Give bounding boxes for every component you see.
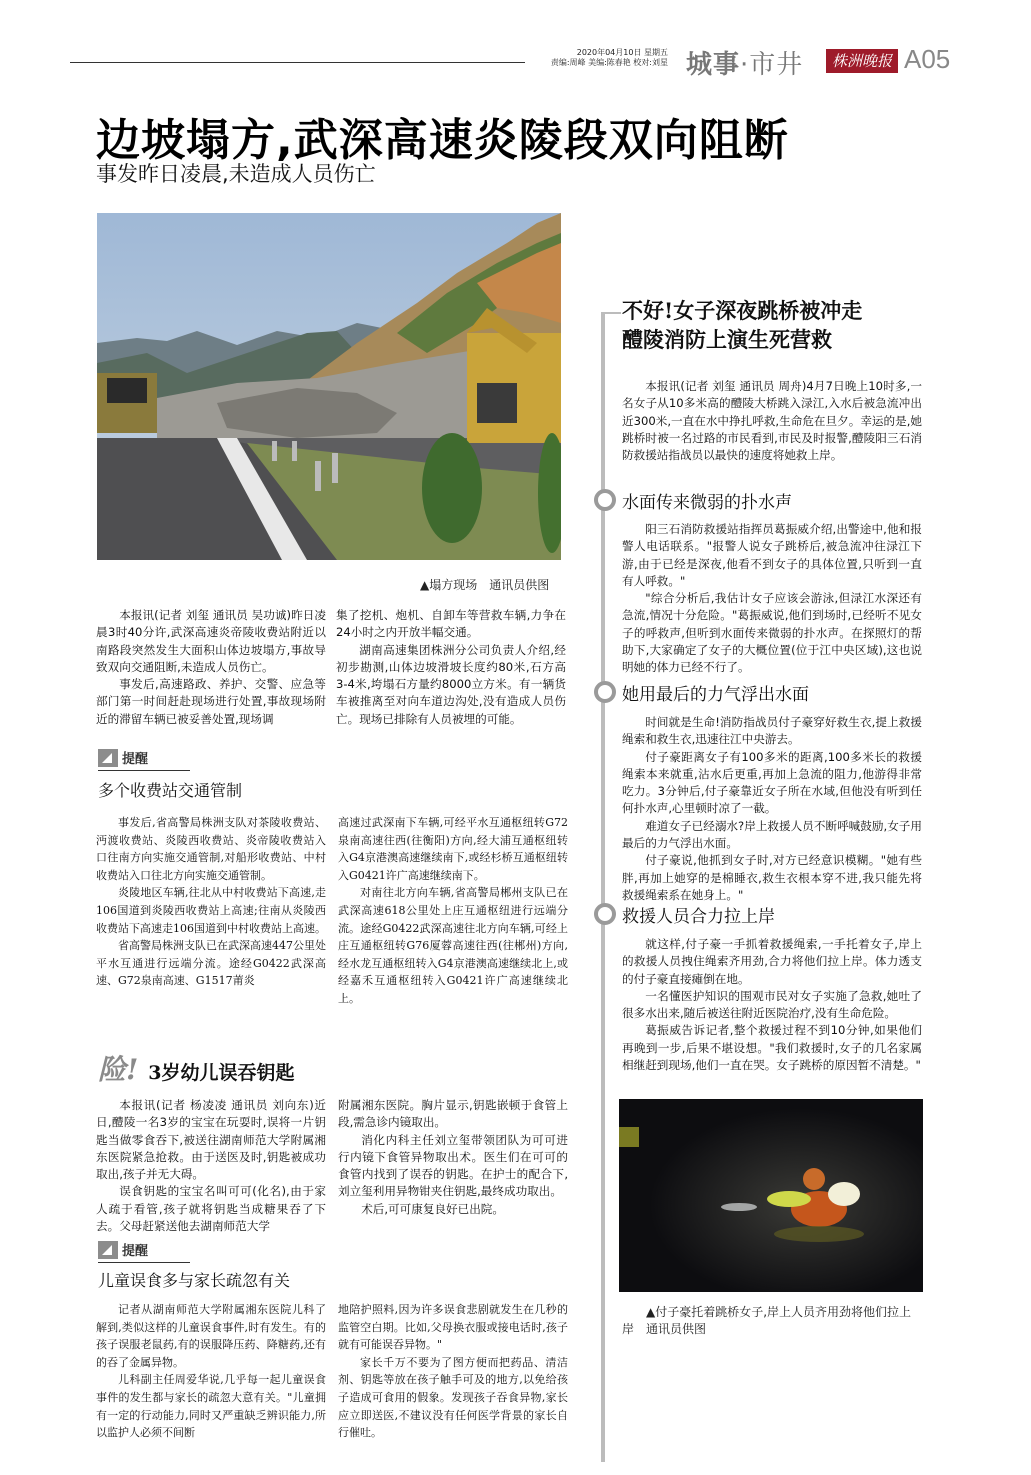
tip-block-2 [98, 1240, 190, 1263]
side-section-2 [622, 714, 922, 904]
paragraph: 儿科副主任周爱华说,几乎每一起儿童误食事件的发生都与家长的疏忽大意有关。"儿童拥有一定的行动能力,同时又严重缺乏辨识能力,所以监护人必须不间断 [96, 1373, 326, 1440]
paragraph: 家长千万不要为了图方便而把药品、清洁剂、钥匙等放在孩子触手可及的地方,以免给孩子造成可食用的假象。发现孩子吞食异物,家长应立即送医,不建议没有任何医学背景的家长自行催吐。 [338, 1355, 568, 1440]
side-title-line1: 不好!女子深夜跳桥被冲走 [622, 298, 863, 323]
tip-rule [98, 770, 190, 771]
tip-label-text: 提醒 [122, 1244, 149, 1259]
main-story-col1 [96, 607, 326, 728]
paragraph: 一名懂医护知识的围观市民对女子实施了急救,她吐了很多水出来,随后被送往附近医院治疗,没有生命危险。 [622, 988, 922, 1021]
story2-col2 [338, 1097, 568, 1218]
paragraph: 就这样,付子豪一手抓着救援绳索,一手托着女子,岸上的救援人员拽住绳索齐用劲,合力将他们拉上岸。体力透支的付子豪直接瘫倒在地。 [622, 937, 922, 986]
side-section-heading: 水面传来微弱的扑水声 [622, 493, 792, 513]
arrow-icon [98, 1241, 118, 1259]
side-story-title [622, 296, 862, 354]
newspaper-logo: 株洲晚报 [826, 49, 898, 73]
tip2-col1 [96, 1301, 326, 1442]
paragraph: 付子豪距离女子有100多米的距离,100多米长的救援绳索本来就重,沾水后更重,再加上急流的阻力,他游得非常吃力。3分钟后,付子豪靠近女子所在水域,但他没有听到任何扑水声,心里顿时凉了一截。 [622, 749, 922, 816]
paragraph: 误食钥匙的宝宝名叫可可(化名),由于家人疏于看管,孩子就将钥匙当成糖果吞了下去。父母赶紧送他去湖南师范大学 [96, 1184, 326, 1234]
paragraph-continued: 地陪护照料,因为许多误食悲剧就发生在几秒的监管空白期。比如,父母换衣服或接电话时,孩子就有可能误吞异物。" [338, 1303, 568, 1352]
paragraph: 本报讯(记者 杨凌凌 通讯员 刘向东)近日,醴陵一名3岁的宝宝在玩耍时,误将一片钥匙当做零食吞下,被送往湖南师范大学附属湘东医院紧急抢救。由于送医及时,钥匙被成功取出,孩子并无大碍。 [96, 1098, 326, 1182]
paragraph: 本报讯(记者 刘玺 通讯员 吴功诚)昨日凌晨3时40分许,武深高速炎帝陵收费站附近以南路段突然发生大面积山体边坡塌方,事故导致双向交通阻断,未造成人员伤亡。 [96, 608, 326, 674]
tip-label-text: 提醒 [122, 752, 149, 767]
paragraph: 难道女子已经溺水?岸上救援人员不断呼喊鼓励,女子用最后的力气浮出水面。 [622, 818, 922, 851]
paragraph: 省高警局株洲支队已在武深高速447公里处平水互通进行远端分流。途经G0422武深高速、G72泉南高速、G1517莆炎 [96, 939, 326, 988]
page-number: A05 [904, 44, 951, 74]
landslide-photo [97, 213, 561, 560]
section-name [686, 44, 803, 81]
paragraph: 阳三石消防救援站指挥员葛振威介绍,出警途中,他和报警人电话联系。"报警人说女子跳桥后,被急流冲往渌江下游,由于已经是深夜,他看不到女子的具体位置,只听到一直有人呼救。" [622, 522, 922, 588]
side-title-line2: 醴陵消防上演生死营救 [622, 327, 832, 352]
side-section-3 [622, 936, 922, 1074]
side-section-heading: 救援人员合力拉上岸 [622, 907, 775, 927]
timeline-connector [601, 312, 621, 314]
paragraph: 术后,可可康复良好已出院。 [361, 1201, 504, 1216]
main-story-col2 [336, 607, 566, 728]
side-intro [622, 378, 922, 464]
timeline-ring-icon [594, 681, 616, 703]
side-section-heading: 她用最后的力气浮出水面 [622, 685, 809, 705]
section-sub: 市井 [749, 50, 804, 80]
arrow-icon [98, 749, 118, 767]
header-meta [528, 48, 668, 68]
tip-label [98, 748, 190, 767]
story2-title: 3岁幼儿误吞钥匙 [148, 1062, 295, 1084]
paragraph: 付子豪说,他抓到女子时,对方已经意识模糊。"她有些胖,再加上她穿的是棉睡衣,救生衣根本穿不进,我只能先将救援绳索系在她身上。" [622, 853, 922, 902]
paragraph: 葛振威告诉记者,整个救援过程不到10分钟,如果他们再晚到一步,后果不堪设想。"我们救援时,女子的几名家属相继赶到现场,他们一直在哭。女子跳桥的原因暂不清楚。" [622, 1023, 922, 1073]
header-rule [70, 62, 525, 63]
paragraph: 本报讯(记者 刘玺 通讯员 周舟)4月7日晚上10时多,一名女子从10多米高的醴陵大桥跳入渌江,入水后被急流冲出近300米,一直在水中挣扎呼救,生命危在旦夕。幸运的是,她跳桥时被一名过路的市民看到,市民及时报警,醴陵阳三石消防救援站指战员以最快的速度将她救上岸。 [622, 379, 922, 463]
tip1-title: 多个收费站交通管制 [98, 781, 243, 800]
rescue-photo-caption: ▲付子豪托着跳桥女子,岸上人员齐用劲将他们拉上岸 通讯员供图 [622, 1305, 912, 1336]
paragraph: 湖南高速集团株洲分公司负责人介绍,经初步勘测,山体边坡滑坡长度约80米,石方高3-4米,垮塌石方量约8000立方米。有一辆货车被推离至对向车道边沟处,没有造成人员伤亡。现场已排除有人员被埋的可能。 [336, 642, 566, 726]
paragraph-continued: 附属湘东医院。胸片显示,钥匙嵌顿于食管上段,需急诊内镜取出。 [338, 1098, 568, 1130]
tip-block-1 [98, 748, 190, 771]
paragraph: 对南往北方向车辆,省高警局郴州支队已在武深高速618公里处上庄互通枢纽进行远端分流。途经G0422武深高速往北方向车辆,可经上庄互通枢纽转G76厦蓉高速往西(往郴州)方向,经水龙互通枢纽转入G4京港澳高速继续北上,或经嘉禾互通枢纽转入G0421许广高速继续北上。 [338, 886, 568, 1005]
paragraph: 消化内科主任刘立玺带领团队为可可进行内镜下食管异物取出术。医生们在可可的食管内找到了误吞的钥匙。在护士的配合下,刘立玺利用异物钳夹住钥匙,最终成功取出。 [338, 1132, 568, 1199]
tip2-title: 儿童误食多与家长疏忽有关 [98, 1271, 291, 1290]
tip-rule [98, 1262, 190, 1263]
section-dot: · [740, 50, 750, 80]
tip-label [98, 1240, 190, 1259]
timeline-ring-icon [594, 489, 616, 511]
landslide-photo-caption: ▲塌方现场 通讯员供图 [420, 578, 550, 592]
side-section-1 [622, 521, 922, 677]
staff-credits: 责编:周峰 美编:陈春艳 校对:刘星 [550, 58, 668, 67]
section-main: 城事 [686, 50, 741, 80]
story2-col1 [96, 1097, 326, 1235]
paragraph-continued: 集了挖机、炮机、自卸车等营救车辆,力争在24小时之内开放半幅交通。 [336, 608, 566, 640]
story2-heading [98, 1048, 295, 1088]
tip1-col2 [338, 814, 568, 1008]
main-subheadline: 事发昨日凌晨,未造成人员伤亡 [96, 162, 376, 186]
main-headline: 边坡塌方,武深高速炎陵段双向阻断 [96, 115, 789, 166]
paragraph: 事发后,高速路政、养护、交警、应急等部门第一时间赶赴现场进行处置,事故现场附近的滞留车辆已被妥善处置,现场调 [96, 677, 326, 726]
tip1-col1 [96, 814, 326, 990]
paragraph: 炎陵地区车辆,往北从中村收费站下高速,走106国道到炎陵西收费站上高速;往南从炎陵西收费站下高速走106国道到中村收费站上高速。 [96, 886, 326, 935]
tip2-col2 [338, 1301, 568, 1442]
issue-date: 2020年04月10日 星期五 [576, 48, 668, 57]
timeline-line [601, 312, 605, 1462]
paragraph-continued: 高速过武深南下车辆,可经平水互通枢纽转G72泉南高速往西(往衡阳)方向,经大浦互通枢纽转入G4京港澳高速继续南下,或经杉桥互通枢纽转入G0421许广高速继续南下。 [338, 816, 568, 882]
paragraph: "综合分析后,我估计女子应该会游泳,但渌江水深还有急流,情况十分危险。"葛振威说,他们到场时,已经听不见女子的呼救声,但听到水面传来微弱的扑水声。在探照灯的帮助下,大家确定了女子的大概位置(位于江中央区域),这也说明她的体力已经不行了。 [622, 591, 922, 675]
rescue-photo [619, 1099, 923, 1292]
danger-mark: 险! [98, 1053, 139, 1086]
paragraph: 事发后,省高警局株洲支队对茶陵收费站、沔渡收费站、炎陵西收费站、炎帝陵收费站入口往南方向实施交通管制,对船形收费站、中村收费站入口往北方向实施交通管制。 [96, 816, 326, 882]
paragraph: 记者从湖南师范大学附属湘东医院儿科了解到,类似这样的儿童误食事件,时有发生。有的孩子误服老鼠药,有的误服降压药、降糖药,还有的吞了金属异物。 [96, 1303, 326, 1369]
paragraph: 时间就是生命!消防指战员付子豪穿好救生衣,提上救援绳索和救生衣,迅速往江中央游去。 [622, 715, 922, 747]
timeline-ring-icon [594, 903, 616, 925]
